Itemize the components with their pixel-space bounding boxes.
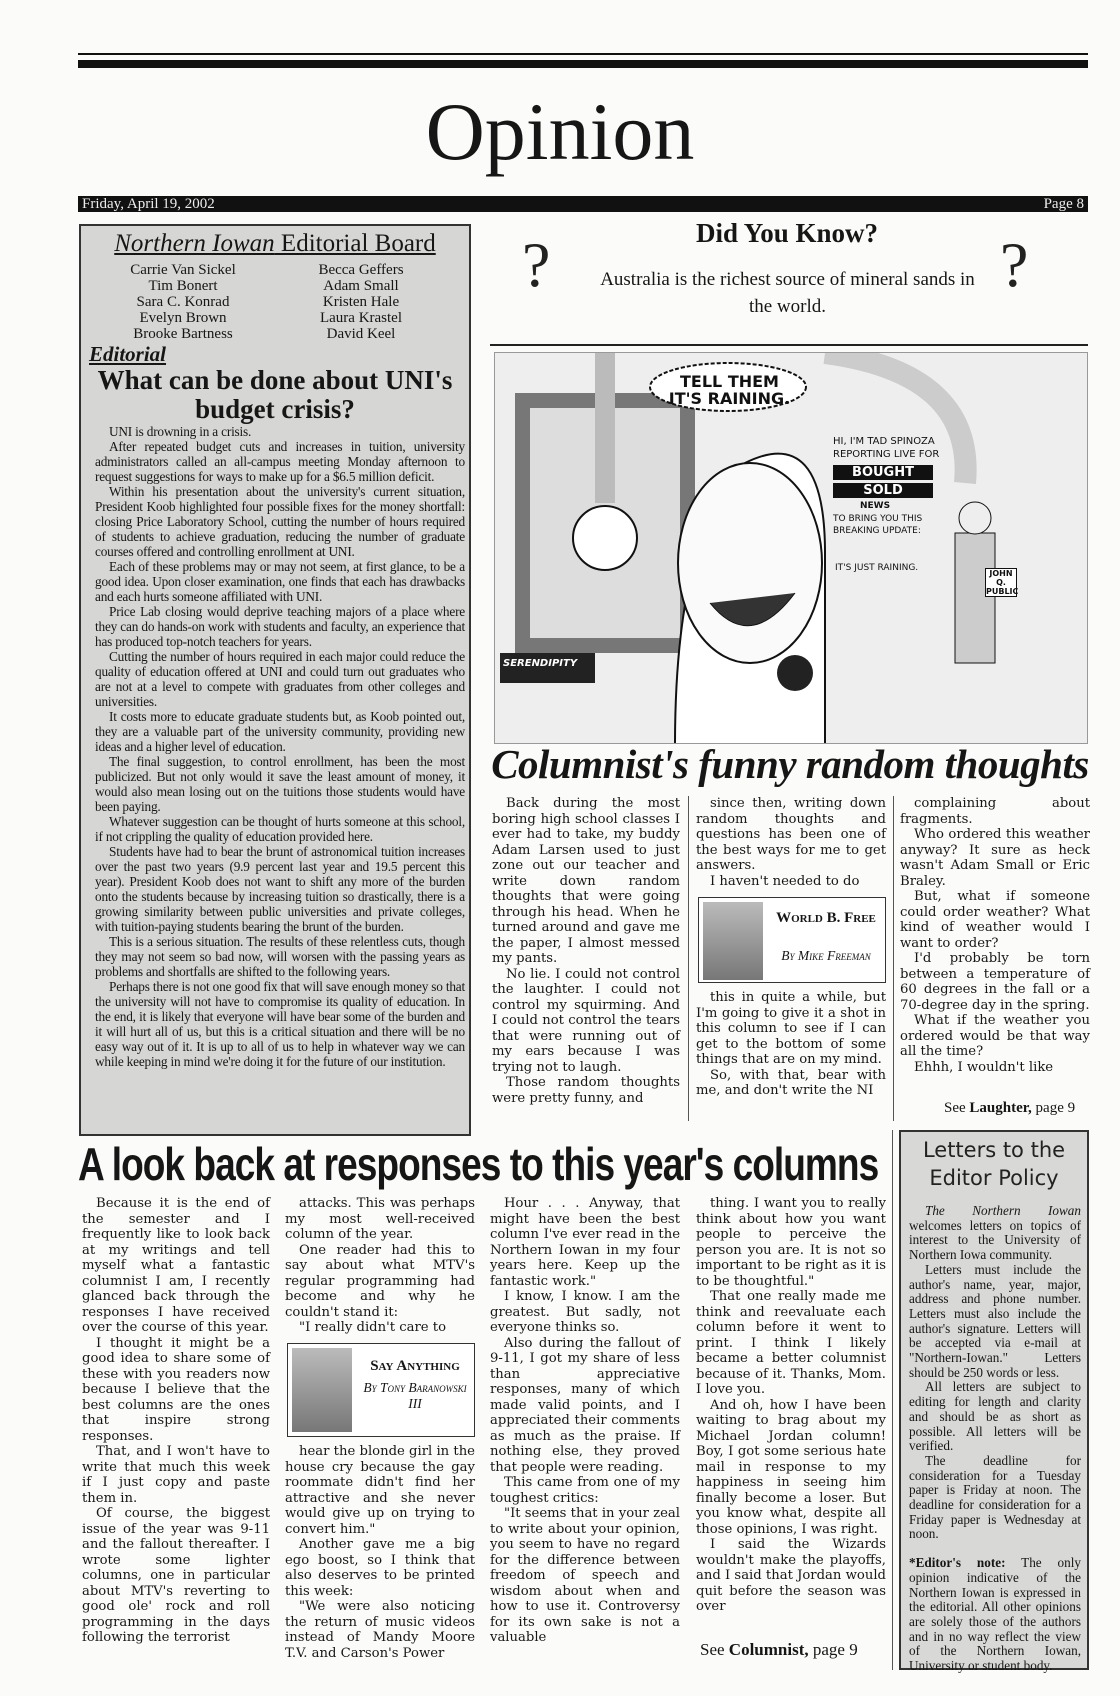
paragraph: Of course, the biggest issue of the year was 9-11 and the fallout thereafter. I wrote some lighter columns, one in particular about MTV's reverting to good ole' rock and roll programming in the days following the terrorist <box>82 1506 270 1645</box>
paragraph: Price Lab closing would deprive teaching majors of a place where they can do hands-on work with students and faculty, an experience that has produced top-notch teachers for years. <box>95 604 465 649</box>
column-name: World B. Free <box>776 910 876 926</box>
divider <box>490 344 1088 346</box>
board-member: Becca Geffers <box>318 262 404 278</box>
paragraph: That, and I won't have to write that much this week if I just copy and paste them in. <box>82 1444 270 1506</box>
paragraph: It costs more to educate graduate students but, as Koob pointed out, they are a valuable part of the university community, providing new ideas and a higher level of education. <box>95 709 465 754</box>
lookback-column-2-top <box>285 1196 475 1336</box>
paragraph: I haven't needed to do <box>710 873 860 889</box>
letters-policy-box <box>899 1130 1089 1674</box>
board-member: Carrie Van Sickel <box>130 262 236 278</box>
editorial-box <box>79 224 471 1136</box>
paragraph: No lie. I could not control the laughter. I could not control my squirming. And I could not control the tears that were running out of my ears because I was trying not to laugh. <box>492 966 680 1075</box>
paragraph: I thought it might be a good idea to share some of these with you readers now because I believe that the best columns are the ones that inspire strong responses. <box>82 1335 270 1444</box>
paragraph: But, what if someone could order weather? What kind of weather would I want to order? <box>900 889 1090 951</box>
editorial-cartoon <box>494 352 1088 744</box>
date-bar <box>78 196 1088 212</box>
paragraph: Hour . . . Anyway, that might have been the best column I've ever read in the Northern Iowan in my four years here. Keep up the fantastic work." <box>490 1196 680 1289</box>
paragraph: Ehhh, I wouldn't like <box>914 1059 1054 1075</box>
paragraph: This is a serious situation. The results of these relentless cuts, though they may not seem so bad now, will worsen with the passing years as problems and shortfalls are shifted to the following years. <box>95 934 465 979</box>
byline: By Tony Baranowski III <box>363 1380 467 1411</box>
did-you-know-title: Did You Know? <box>695 218 879 248</box>
board-member: Laura Krastel <box>319 310 403 326</box>
paragraph: Another gave me a big ego boost, so I think that also deserves to be printed this week: <box>285 1537 475 1599</box>
columnist-photo <box>703 902 763 980</box>
columnist-headline: Columnist's funny random thoughts <box>491 741 1089 787</box>
cartoon-signature: SERENDIPITY <box>503 658 578 669</box>
jump-line-columnist: See Columnist, page 9 <box>700 1640 858 1659</box>
paragraph: Students have had to bear the brunt of astronomical tuition increases over the past two years (9.9 percent last year and 19.5 percent this year). President Koob does not want to shift any more of the burden onto the students because by increasing tuition so drastically, there is a growing similarity between public universities and private colleges, with tuition-paying students bearing the brunt of the burden. <box>95 844 465 934</box>
jump-line-laughter: See Laughter, page 9 <box>944 1100 1076 1116</box>
lookback-mug-box <box>287 1343 475 1437</box>
columnist-column-1 <box>492 796 680 1106</box>
paragraph: Perhaps there is not one good fix that will save enough money so that the university will not have to compromise its quality of education. In the end, it is likely that everyone will have bear some of the burden and it will hurt all of us, but this is a critical situation and there will be no easy way out of it. It is up to all of us to help in whatever way we can while keeping in mind we're doing it for the future of our institution. <box>95 979 465 1069</box>
paragraph: thing. I want you to really think about how you want people to perceive the person you are. It is not so important to be right as it is to be thoughtful." <box>696 1196 886 1289</box>
columnist-column-2-bottom <box>696 990 886 1099</box>
board-title: Northern Iowan Editorial Board <box>114 230 436 257</box>
lookback-column-1 <box>82 1196 270 1646</box>
paragraph: Because it is the end of the semester and I frequently like to look back at my writings and tell myself what a fantastic columnist I am, I recently glanced back through the responses I have received over the course of this year. <box>82 1196 270 1335</box>
top-rule-thick <box>78 60 1088 68</box>
byline: By Mike Freeman <box>781 948 871 963</box>
cartoon-speech-bubble: TELL THEM IT'S RAINING. <box>668 372 791 408</box>
column-name: Say Anything <box>370 1358 460 1374</box>
paragraph: And oh, how I have been waiting to brag about my Michael Jordan column! Boy, I got some serious hate mail in response to my happiness in seeing him finally become a loser. But you know what, despite all those opinions, I was right. <box>696 1397 886 1537</box>
paragraph: UNI is drowning in a crisis. <box>109 424 252 439</box>
column-rule <box>688 796 689 1121</box>
paragraph: Each of these problems may or may not seem, at first glance, to be a good idea. Upon closer examination, one finds that each has drawbacks and each hurts someone affiliated with UNI. <box>95 559 465 604</box>
cartoon-reporter-text: HI, I'M TAD SPINOZA REPORTING LIVE FOR <box>833 436 940 460</box>
editorial-label: Editorial <box>89 342 167 366</box>
paragraph: That one really made me think and reevaluate each column before it went to print. I think I likely became a better columnist because of it. Thanks, Mom. I love you. <box>696 1289 886 1397</box>
question-mark-left-icon: ? <box>522 229 551 300</box>
letters-policy-body: The Northern Iowan welcomes letters on topics of interest to the University of Northern Iowa community. Letters must include the author's name, year, major, address and phone number. Letters must also include the author's signature. Letters will be accepted via e-mail at "Northern-Iowan." Letters should be 250 words or less. All letters are subject to editing for length and clarity and should be as short as possible. All letters will be verified. The deadline for consideration for a Tuesday paper is Friday at noon. The deadline for consideration for a Friday paper is Wednesday at noon. *Editor's note: The only opinion indicative of the Northern Iowan is expressed in the editorial. All other opinions are solely those of the authors and in no way reflect the view of the Northern Iowan, University or student body. <box>909 1203 1081 1674</box>
paragraph: I know, I know. I am the greatest. But sadly, not everyone thinks so. <box>490 1289 680 1335</box>
paragraph: After repeated budget cuts and increases in tuition, university administrators called an all-campus meeting Monday afternoon to request suggestions for ways to make up for a $6.5 million deficit. <box>95 439 465 484</box>
paragraph: So, with that, bear with me, and don't write the NI <box>696 1067 886 1098</box>
board-member: Adam Small <box>323 278 399 294</box>
board-member: Tim Bonert <box>148 278 218 294</box>
columnist-mug-box <box>698 897 886 983</box>
cartoon-brand-news: NEWS <box>860 501 891 511</box>
board-names-right <box>271 262 451 342</box>
paragraph: "I really didn't care to <box>299 1320 447 1335</box>
editorial-body <box>95 424 465 1069</box>
paragraph: "We were also noticing the return of music videos instead of Mandy Moore T.V. and Carson's Power <box>285 1599 475 1661</box>
letters-policy-title: Letters to the Editor Policy <box>922 1138 1066 1190</box>
paragraph: since then, writing down random thoughts and questions has been one of the best ways for me to get answers. <box>696 796 886 873</box>
paragraph: This came from one of my toughest critics: <box>490 1475 680 1506</box>
board-names-left <box>93 262 273 342</box>
paragraph: What if the weather you ordered would be that way all the time? <box>900 1013 1090 1059</box>
paragraph: Cutting the number of hours required in each major could reduce the quality of education offered at UNI and could turn out graduates who are not at a level to compete with graduates from other colleges and universities. <box>95 649 465 709</box>
paragraph: Also during the fallout of 9-11, I got my share of less than appreciative responses, many of which made valid points, and I appreciated their comments as much as the praise. If nothing else, they proved that people were reading. <box>490 1335 680 1475</box>
paragraph: I said the Wizards wouldn't make the playoffs, and I said that Jordan would quit before the season was over <box>696 1537 886 1614</box>
top-rule-thin <box>78 53 1088 55</box>
paragraph: Within his presentation about the university's current situation, President Koob highlighted four possible fixes for the money shortfall: closing Price Laboratory School, cutting the number of hours required of students to achieve graduation, reducing the number of graduate courses offered and controlling enrollment at UNI. <box>95 484 465 559</box>
column-rule <box>893 796 894 1121</box>
paragraph: complaining about fragments. <box>900 796 1090 827</box>
cartoon-brand-bought: BOUGHT <box>833 465 933 480</box>
question-mark-right-icon: ? <box>1000 229 1029 300</box>
cartoon-sign: JOHN Q. PUBLIC <box>986 569 1019 596</box>
lookback-headline: A look back at responses to this year's columns <box>78 1138 879 1190</box>
cartoon-raining-text: IT'S JUST RAINING. <box>835 563 919 573</box>
issue-date: Friday, April 19, 2002 <box>82 196 215 212</box>
board-member: David Keel <box>326 326 396 342</box>
board-member: Evelyn Brown <box>139 310 227 326</box>
paragraph: Back during the most boring high school classes I ever had to take, my buddy Adam Larsen used to just zone out our teacher and write down random thoughts that were going through his head. When he turned around and gave me the paper, I almost messed my pants. <box>492 796 680 966</box>
page-number: Page 8 <box>1043 196 1084 212</box>
lookback-column-4 <box>696 1196 886 1615</box>
board-member: Brooke Bartness <box>133 326 233 342</box>
column-rule <box>892 1130 893 1670</box>
paragraph: this in quite a while, but I'm going to give it a shot in this column to see if I can get to the bottom of some things that are on my mind. <box>696 990 886 1067</box>
section-title: Opinion <box>425 86 695 177</box>
paragraph: Who ordered this weather anyway? It sure as heck wasn't Adam Small or Eric Braley. <box>900 827 1090 889</box>
lookback-column-2-bottom <box>285 1444 475 1661</box>
cartoon-update-text: TO BRING YOU THIS BREAKING UPDATE: <box>833 514 923 536</box>
paragraph: Whatever suggestion can be thought of hurts someone at this school, if not crippling the quality of education provided here. <box>95 814 465 844</box>
paragraph: One reader had this to say about what MTV's regular programming had become and why he couldn't stand it: <box>285 1242 475 1320</box>
editorial-headline: What can be done about UNI's budget crisis? <box>97 365 453 424</box>
cartoon-illustration <box>495 353 1088 744</box>
paragraph: The final suggestion, to control enrollment, has been the most publicized. But not only would it save the least amount of money, it would also mean losing out on the tuitions those students would have been paying. <box>95 754 465 814</box>
paragraph: attacks. This was perhaps my most well-received column of the year. <box>285 1196 475 1242</box>
paragraph: I'd probably be torn between a temperature of 60 degrees in the fall or a 70-degree day in the spring. <box>900 951 1090 1013</box>
cartoon-brand-sold: SOLD <box>833 483 933 498</box>
board-member: Kristen Hale <box>322 294 400 310</box>
paragraph: Those random thoughts were pretty funny, and <box>492 1075 680 1106</box>
did-you-know-text: Australia is the richest source of mineral sands in the world. <box>600 269 975 317</box>
paragraph: "It seems that in your zeal to write about your opinion, you seem to have no regard for the difference between freedom of speech and wisdom about when and how to use it. Controversy for its own sake is not a valuable <box>490 1506 680 1645</box>
columnist-column-3 <box>900 796 1090 1075</box>
columnist-column-2-top <box>696 796 886 889</box>
lookback-column-3 <box>490 1196 680 1646</box>
columnist-photo <box>292 1348 352 1432</box>
paragraph: hear the blonde girl in the house cry because the gay roommate didn't find her attractive and she never would give up on trying to convert him." <box>285 1444 475 1537</box>
board-member: Sara C. Konrad <box>136 294 230 310</box>
